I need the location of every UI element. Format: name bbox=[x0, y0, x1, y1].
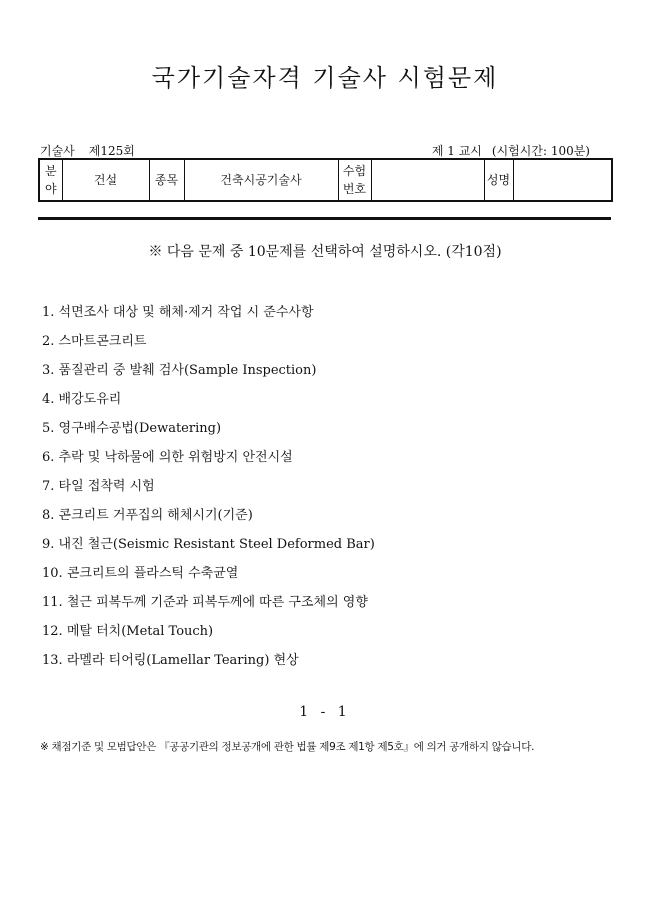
question-text: 배강도유리 bbox=[58, 392, 122, 407]
question-text: 스마트콘크리트 bbox=[58, 334, 147, 349]
page-title: 국가기술자격 기술사 시험문제 bbox=[151, 64, 499, 92]
page-number: 1 - 1 bbox=[299, 704, 351, 720]
question-text: 품질관리 중 발췌 검사(Sample Inspection) bbox=[58, 363, 317, 378]
question-number: 7. bbox=[42, 479, 55, 494]
question-text: 추락 및 낙하물에 의한 위험방지 안전시설 bbox=[58, 450, 293, 465]
name-field[interactable] bbox=[513, 159, 612, 201]
question-item bbox=[42, 591, 375, 620]
question-list bbox=[42, 301, 375, 678]
question-text: 철근 피복두께 기준과 피복두께에 따른 구조체의 영향 bbox=[66, 595, 368, 610]
question-item bbox=[42, 562, 375, 591]
question-item bbox=[42, 620, 375, 649]
question-number: 3. bbox=[42, 363, 55, 378]
type-label: 종목 bbox=[149, 159, 184, 201]
question-number: 5. bbox=[42, 421, 55, 436]
field-label: 분야 bbox=[39, 159, 62, 201]
question-item bbox=[42, 533, 375, 562]
question-item bbox=[42, 504, 375, 533]
question-number: 1. bbox=[42, 305, 55, 320]
question-text: 타일 접착력 시험 bbox=[58, 479, 155, 494]
exam-number-label: 수험번호 bbox=[338, 159, 371, 201]
exam-round: 제125회 bbox=[88, 144, 135, 158]
exam-info-right bbox=[422, 142, 590, 159]
name-label: 성명 bbox=[484, 159, 513, 201]
type-value: 건축시공기술사 bbox=[184, 159, 338, 201]
exam-category: 기술사 bbox=[40, 144, 75, 158]
question-item bbox=[42, 446, 375, 475]
instruction: ※ 다음 문제 중 10문제를 선택하여 설명하시오. (각10점) bbox=[148, 244, 502, 260]
question-item bbox=[42, 330, 375, 359]
exam-number-field[interactable] bbox=[371, 159, 484, 201]
footnote: ※ 채점기준 및 모범답안은 『공공기관의 정보공개에 관한 법률 제9조 제1항 제5호』에 의거 공개하지 않습니다. bbox=[40, 741, 535, 753]
exam-info-line bbox=[40, 142, 590, 156]
header-divider bbox=[38, 217, 611, 220]
question-number: 4. bbox=[42, 392, 55, 407]
exam-period: 제 1 교시 bbox=[431, 144, 482, 158]
question-number: 6. bbox=[42, 450, 55, 465]
question-number: 11. bbox=[42, 595, 63, 610]
question-text: 콘크리트의 플라스틱 수축균열 bbox=[66, 566, 239, 581]
question-text: 석면조사 대상 및 해체·제거 작업 시 준수사항 bbox=[58, 305, 314, 320]
question-number: 9. bbox=[42, 537, 55, 552]
question-item bbox=[42, 301, 375, 330]
question-number: 8. bbox=[42, 508, 55, 523]
question-number: 2. bbox=[42, 334, 55, 349]
field-value: 건설 bbox=[62, 159, 149, 201]
question-item bbox=[42, 475, 375, 504]
question-text: 내진 철근(Seismic Resistant Steel Deformed Bar) bbox=[58, 537, 375, 552]
question-item bbox=[42, 649, 375, 678]
exam-duration: (시험시간: 100분) bbox=[491, 144, 590, 158]
question-item bbox=[42, 359, 375, 388]
question-number: 13. bbox=[42, 653, 63, 668]
question-text: 영구배수공법(Dewatering) bbox=[58, 421, 222, 436]
question-text: 라멜라 티어링(Lamellar Tearing) 현상 bbox=[66, 653, 299, 668]
question-number: 12. bbox=[42, 624, 63, 639]
question-item bbox=[42, 388, 375, 417]
exam-info-left bbox=[40, 142, 149, 159]
question-number: 10. bbox=[42, 566, 63, 581]
question-text: 콘크리트 거푸집의 해체시기(기준) bbox=[58, 508, 253, 523]
question-text: 메탈 터치(Metal Touch) bbox=[66, 624, 214, 639]
question-item bbox=[42, 417, 375, 446]
exam-header-table bbox=[38, 158, 613, 202]
